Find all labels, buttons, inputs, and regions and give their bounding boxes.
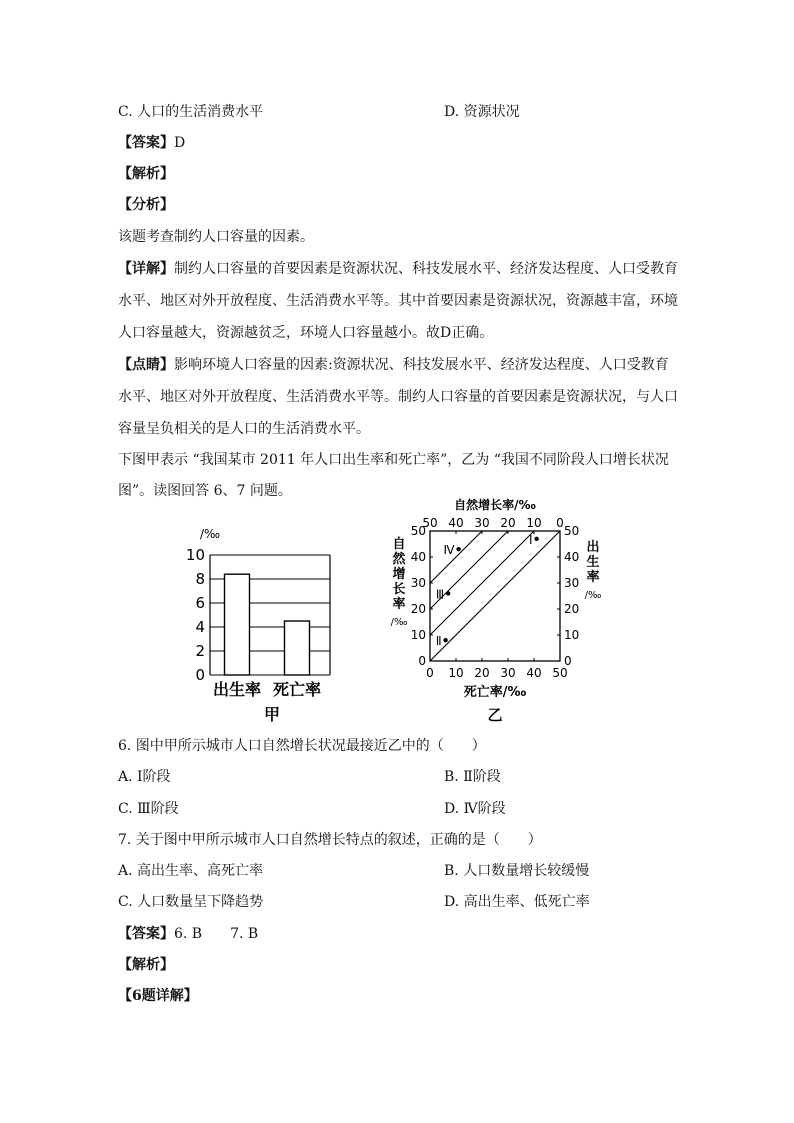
xiangjie-text: 制约人口容量的首要因素是资源状况、科技发展水平、经济发达程度、人口受教育: [174, 261, 678, 277]
growth-diagonal: [430, 531, 482, 583]
category-label: 出生率: [212, 680, 262, 699]
top-tick-label: 50: [422, 516, 438, 530]
xiangjie-line1: [118, 260, 678, 278]
dianjing-line2: 水平、地区对外开放程度、生活消费水平等。制约人口容量的首要因素是资源状况，与人口: [118, 389, 678, 405]
top-axis-label: 自然增长率/‰: [454, 498, 536, 512]
chart-title: 乙: [487, 706, 503, 724]
dianjing-line3: 容量呈负相关的是人口的生活消费水平。: [118, 421, 370, 437]
y-axis-unit: /‰: [200, 527, 221, 541]
y-tick-label: 0: [195, 666, 205, 684]
top-tick-label: 10: [526, 516, 542, 530]
left-axis-label-char: /‰: [390, 617, 408, 628]
q7-option-b: B. 人口数量增长较缓慢: [444, 863, 590, 879]
top-tick-label: 20: [500, 516, 516, 530]
bottom-tick-label: 20: [474, 666, 490, 680]
intro-line2: 图”。读图回答 6、7 问题。: [118, 483, 292, 499]
q7-option-a: A. 高出生率、高死亡率: [118, 863, 264, 879]
q6-option-d: D. Ⅳ阶段: [444, 801, 506, 817]
dianjing-line1: [118, 356, 669, 374]
y-tick-label: 6: [195, 594, 205, 612]
left-tick-label: 20: [410, 602, 426, 616]
left-tick-label: 50: [410, 524, 426, 538]
left-tick-label: 10: [410, 628, 426, 642]
left-axis-label-char: 长: [392, 582, 406, 597]
stage-label: Ⅰ: [529, 532, 533, 547]
stage-label: Ⅳ: [443, 543, 455, 558]
bottom-tick-label: 50: [552, 666, 568, 680]
q6-detail-heading: 【6题详解】: [118, 988, 198, 1004]
right-tick-label: 50: [564, 524, 580, 538]
bottom-tick-label: 10: [448, 666, 464, 680]
top-tick-label: 40: [448, 516, 464, 530]
xiangjie-line2: 水平、地区对外开放程度、生活消费水平等。其中首要因素是资源状况，资源越丰富，环境: [118, 293, 678, 309]
q6-stem: 6. 图中甲所示城市人口自然增长状况最接近乙中的（ ）: [118, 738, 486, 754]
left-axis-label-char: 然: [392, 552, 406, 567]
bottom-tick-label: 40: [526, 666, 542, 680]
q5-option-c: C. 人口的生活消费水平: [118, 104, 264, 120]
bottom-tick-label: 0: [426, 666, 434, 680]
q5-answer: [118, 134, 185, 152]
xiangjie-tag: 【详解】: [118, 261, 174, 277]
chart-yi: [385, 496, 610, 726]
stage-point: [534, 537, 538, 541]
xiangjie-line3: 人口容量越大，资源越贫乏，环境人口容量越小。故D正确。: [118, 325, 494, 341]
top-tick-label: 30: [474, 516, 490, 530]
right-tick-label: 10: [564, 628, 580, 642]
bar-1: [225, 574, 250, 675]
left-axis-label-char: 率: [392, 597, 406, 612]
x-axis-label: 死亡率/‰: [463, 685, 527, 700]
q6-option-c: C. Ⅲ阶段: [118, 801, 179, 817]
stage-label: Ⅲ: [435, 587, 445, 602]
left-axis-label-char: 增: [392, 567, 406, 582]
right-axis-label-char: 率: [586, 570, 600, 585]
answer-value: 6. B 7. B: [174, 926, 259, 942]
q5-option-d: D. 资源状况: [444, 104, 520, 120]
stage-point: [443, 638, 447, 642]
left-axis-label-char: 自: [392, 537, 406, 552]
left-tick-label: 30: [410, 576, 426, 590]
stage-label: Ⅱ: [435, 634, 442, 649]
analysis-heading-2: 【解析】: [118, 957, 174, 973]
answer-tag: 【答案】: [118, 135, 174, 151]
analysis-heading: 【解析】: [118, 166, 174, 182]
fenxi-heading: 【分析】: [118, 197, 174, 213]
q7-option-d: D. 高出生率、低死亡率: [444, 894, 590, 910]
fenxi-text: 该题考查制约人口容量的因素。: [118, 229, 314, 245]
right-axis-label-char: /‰: [584, 590, 602, 601]
q6-option-b: B. Ⅱ阶段: [444, 769, 501, 785]
q7-stem: 7. 关于图中甲所示城市人口自然增长特点的叙述，正确的是（ ）: [118, 832, 542, 848]
stage-point: [446, 591, 450, 595]
right-tick-label: 40: [564, 550, 580, 564]
right-tick-label: 20: [564, 602, 580, 616]
y-tick-label: 2: [195, 642, 205, 660]
answer-value: D: [174, 135, 186, 151]
dianjing-tag: 【点睛】: [118, 357, 174, 373]
y-tick-label: 8: [195, 570, 205, 588]
dianjing-text: 影响环境人口容量的因素:资源状况、科技发展水平、经济发达程度、人口受教育: [174, 357, 669, 373]
bottom-tick-label: 30: [500, 666, 516, 680]
right-axis-label-char: 出: [586, 540, 600, 555]
q6-option-a: A. Ⅰ阶段: [118, 769, 171, 785]
y-tick-label: 10: [185, 546, 205, 564]
chart-title: 甲: [263, 705, 281, 724]
top-tick-label: 0: [556, 516, 564, 530]
category-label: 死亡率: [272, 680, 322, 699]
bar-2: [285, 621, 310, 675]
y-tick-label: 4: [195, 618, 205, 636]
right-tick-label: 0: [564, 654, 572, 668]
answers-6-7: [118, 925, 258, 943]
q7-option-c: C. 人口数量呈下降趋势: [118, 894, 264, 910]
intro-line1: 下图甲表示 “我国某市 2011 年人口出生率和死亡率”，乙为 “我国不同阶段人口增长状况: [118, 452, 669, 468]
right-tick-label: 30: [564, 576, 580, 590]
stage-point: [456, 547, 460, 551]
left-tick-label: 0: [418, 654, 426, 668]
chart-jia: [180, 525, 360, 725]
right-axis-label-char: 生: [586, 555, 600, 570]
left-tick-label: 40: [410, 550, 426, 564]
answer-tag: 【答案】: [118, 926, 174, 942]
